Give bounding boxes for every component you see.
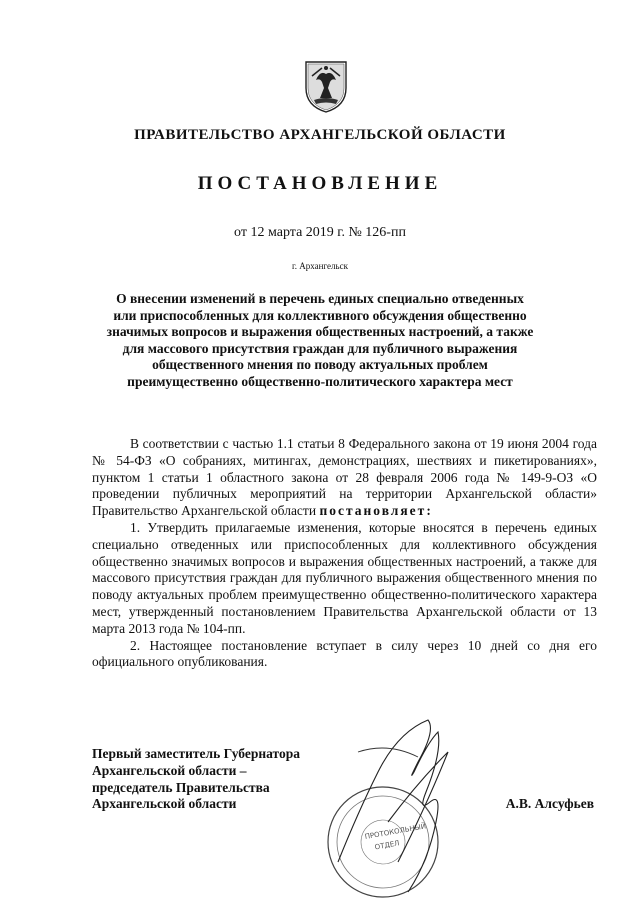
document-date-number: от 12 марта 2019 г. № 126-пп <box>234 225 406 240</box>
signer-line: Архангельской области – <box>92 762 247 778</box>
signer-name: А.В. Алсуфьев <box>505 796 594 811</box>
preamble-paragraph: В соответствии с частью 1.1 статьи 8 Федерального закона от 19 июня 2004 года № 54-ФЗ «О собраниях, митингах, демонстрациях, шествиях и пикетированиях», пунктом 1 статьи 1 областного закона от 28 февраля 2006 года № 149-9-ОЗ «О проведении публичных мероприятий на территории Архангельской области» Правительство Архангельской области постановляет: <box>92 436 597 519</box>
preamble-text: В соответствии с частью 1.1 статьи 8 Федерального закона от 19 июня 2004 года № 54-ФЗ «О собраниях, митингах, демонстрациях, шествиях и пикетированиях», пунктом 1 статьи 1 областного закона от 28 февраля 2006 года № 149-9-ОЗ «О проведении публичных мероприятий на территории Архангельской области» Правительство Архангельской области <box>92 436 597 519</box>
svg-text:ОТДЕЛ: ОТДЕЛ <box>374 839 401 852</box>
item-2-paragraph: 2. Настоящее постановление вступает в силу через 10 дней со дня его официального опубликования. <box>92 637 597 670</box>
resolves-word: постановляет <box>319 503 427 519</box>
signature-stamp-icon <box>318 712 493 902</box>
government-title: ПРАВИТЕЛЬСТВО АРХАНГЕЛЬСКОЙ ОБЛАСТИ <box>134 127 506 143</box>
item-1-paragraph: 1. Утвердить прилагаемые изменения, которые вносятся в перечень единых специально отведенных или приспособленных для коллективного обсуждения общественно значимых вопросов и выражения общественных настроений, а также для массового присутствия граждан для публичного выражения общественного мнения по поводу актуальных проблем преимущественно общественно-политического характера мест, утвержденный постановлением Правительства Архангельской области от 13 марта 2013 года № 104-пп. <box>92 519 597 636</box>
signer-line: Архангельской области <box>92 796 237 812</box>
svg-text:ПРОТОКОЛЬНЫЙ: ПРОТОКОЛЬНЫЙ <box>364 822 427 842</box>
signer-line: Первый заместитель Губернатора <box>92 746 300 761</box>
document-body <box>92 436 597 671</box>
coat-of-arms-icon <box>302 58 350 114</box>
document-type: ПОСТАНОВЛЕНИЕ <box>197 173 443 194</box>
signer-line: председатель Правительства <box>92 779 270 795</box>
document-city: г. Архангельск <box>292 261 348 271</box>
document-subject: О внесении изменений в перечень единых специально отведенных или приспособленных для коллективного обсуждения общественно значимых вопросов и выражения общественных настроений, а также для массового присутствия граждан для публичного выражения общественного мнения по поводу актуальных проблем преимущественно общественно-политического характера мест <box>106 291 534 389</box>
